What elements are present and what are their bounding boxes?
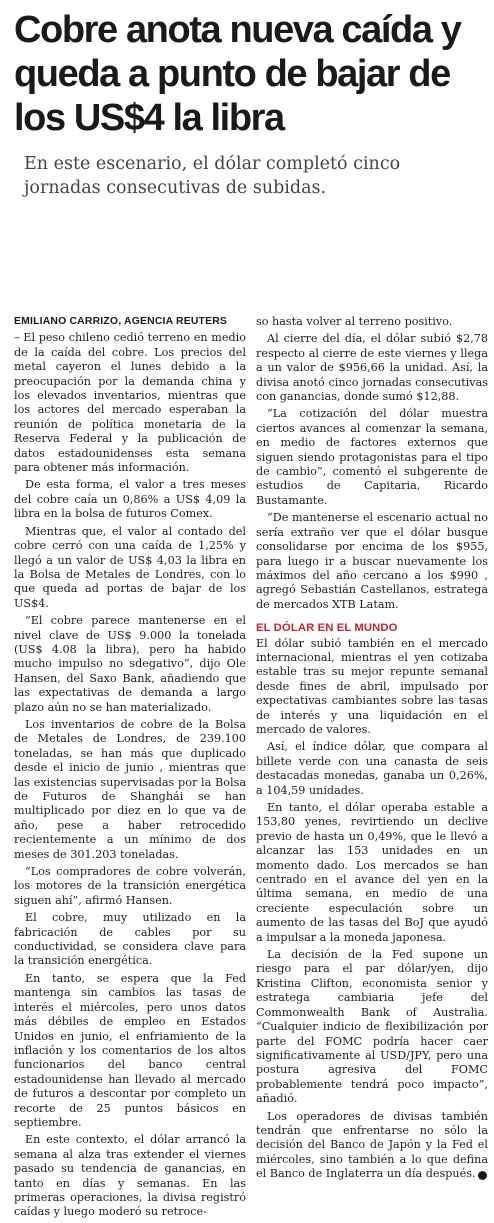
final-paragraph <box>256 1109 494 1182</box>
paragraph: Mientras que, el valor al contado del cobre cerró con una caída de 1,25% y llegó a un valor de US$ 4,03 la libra en la Bolsa de Metales de Londres, con lo que queda ad portas de bajar de los US$4. <box>14 524 246 610</box>
paragraph: El dólar subió también en el mercado internacional, mientras el yen cotizaba estable tras su mejor repunte semanal desde fines de abril, impulsado por expectativas cambiantes sobre las tasas de interés y una liquidación en el mercado de valores. <box>256 636 488 736</box>
paragraph: – El peso chileno cedió terreno en medio de la caída del cobre. Los precios del metal cayeron el lunes debido a la preocupación por la demanda china y los elevados inventarios, mientras que los actores del mercado esperaban la reunión de política monetaria de la Reserva Federal y la publicación de datos estadounidenses esta semana para obtener más información. <box>14 331 246 475</box>
paragraph: La decisión de la Fed supone un riesgo para el par dólar/yen, dijo Kristina Clifton, economista senior y estratega cambiaria jefe del Commonwealth Bank of Australia. “Cualquier indicio de flexibilización por parte del FOMC podría hacer caer significativamente al USD/JPY, pero una postura agresiva del FOMC probablemente tendrá poco impacto”, añadió. <box>256 948 488 1106</box>
paragraph: “De mantenerse el escenario actual no sería extraño ver que el dólar busque consolidarse por encima de los $955, para luego ir a buscar nuevamente los máximos del año cercano a los $990 , agregó Sebastián Castellanos, estratega de mercados XTB Latam. <box>256 511 488 611</box>
paragraph: “El cobre parece mantenerse en el nivel clave de US$ 9.000 la tonelada (US$ 4.08 la libra), pero ha habido mucho impulso no sdegativo”, dijo Ole Hansen, del Saxo Bank, añadiendo que las expectativas de demanda a largo plazo aún no se han materializado. <box>14 614 246 714</box>
paragraph: “La cotización del dólar muestra ciertos avances al comenzar la semana, en medio de factores externos que siguen siendo protagonistas para el tipo de cambio”, comentó el subgerente de estudios de Capitaria, Ricardo Bustamante. <box>256 407 488 507</box>
paragraph: Al cierre del día, el dólar subió $2,78 respecto al cierre de este viernes y llega a un valor de $956,66 la unidad. Así, la divisa anotó cinco jornadas consecutivas con ganancias, donde sumó $12,88. <box>256 332 488 404</box>
deck: En este escenario, el dólar completó cinco jornadas consecutivas de subidas. <box>24 154 401 198</box>
final-paragraph-text: Los operadores de divisas también tendrán que enfrentarse no sólo la decisión del Banco de Japón y la Fed el miércoles, sino también a lo que defina el Banco de Inglaterra un día después. <box>256 1109 488 1181</box>
paragraph: “Los compradores de cobre volverán, los motores de la transición energética siguen ahí”, afirmó Hansen. <box>14 865 246 907</box>
paragraph: En este contexto, el dólar arrancó la semana al alza tras extender el viernes pasado su tendencia de ganancias, en tanto en días y semanas. En las primeras operaciones, la divisa registró caídas y luego moderó su retroce- <box>14 1133 246 1219</box>
section-subhead: EL DÓLAR EN EL MUNDO <box>256 622 398 635</box>
paragraph: Los inventarios de cobre de la Bolsa de Metales de Londres, de 239.100 toneladas, se han más que duplicado desde el inicio de junio , mientras que las existencias supervisadas por la Bolsa de Futuros de Shanghái se han multiplicado por diez en lo que va de año, pese a haber retrocedido recientemente a un mínimo de dos meses de 301.203 toneladas. <box>14 717 246 861</box>
paragraph: De esta forma, el valor a tres meses del cobre caía un 0,86% a US$ 4,09 la libra en la bolsa de futuros Comex. <box>14 478 246 521</box>
paragraph: En tanto, se espera que la Fed mantenga sin cambios las tasas de interés el miércoles, pero unos datos más débiles de empleo en Estados Unidos en junio, el enfriamiento de la inflación y los comentarios de los altos funcionarios del banco central estadounidense han llevado al mercado de futuros a descontar por completo un recorte de 25 puntos básicos en septiembre. <box>14 971 246 1129</box>
paragraph: En tanto, el dólar operaba estable a 153,80 yenes, revirtiendo un declive previo de hasta un 0,49%, que le llevó a alcanzar las 153 unidades en un momento dado. Los mercados se han centrado en el avance del yen en la última semana, en medio de una creciente especulación sobre un aumento de las tasas del BoJ que ayudó a impulsar a la moneda japonesa. <box>256 801 488 944</box>
paragraph: so hasta volver al terreno positivo. <box>256 315 453 328</box>
paragraph: El cobre, muy utilizado en la fabricación de cables por su conductividad, se considera clave para la transición energética. <box>14 911 246 968</box>
headline: Cobre anota nueva caída y queda a punto de bajar de los US$4 la libra <box>14 9 461 139</box>
end-mark-icon: P <box>478 1171 487 1180</box>
left-column <box>14 315 246 1223</box>
paragraph: Así, el índice dólar, que compara al billete verde con una canasta de seis destacadas monedas, ganaba un 0,26%, a 104,59 unidades. <box>256 740 488 797</box>
byline: EMILIANO CARRIZO, AGENCIA REUTERS <box>14 316 228 327</box>
right-column <box>256 315 494 1185</box>
